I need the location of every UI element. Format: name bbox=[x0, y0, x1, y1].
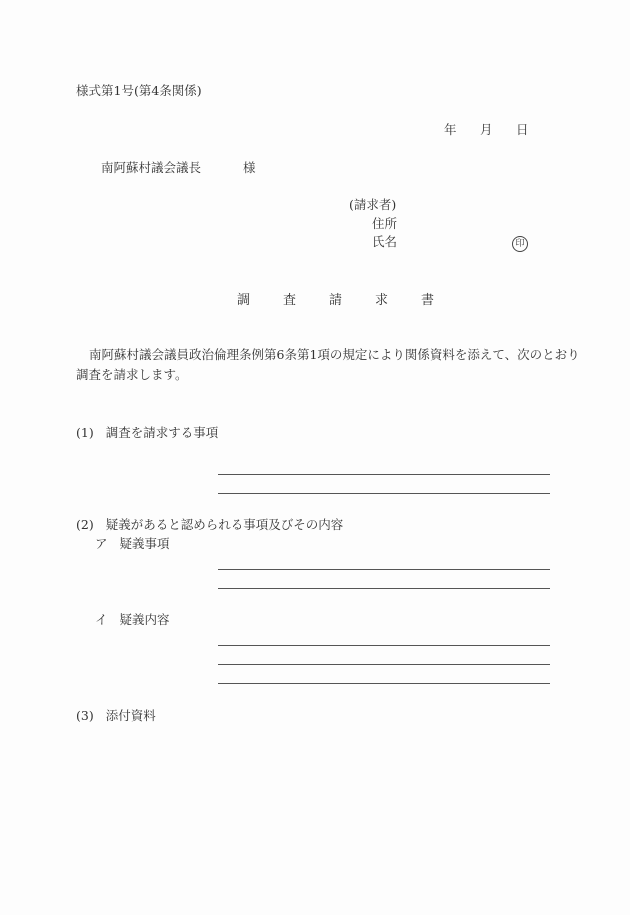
subsection-i-entry-line-1[interactable] bbox=[218, 645, 550, 646]
subsection-a-marker: ア bbox=[95, 536, 108, 551]
title-char: 調 bbox=[237, 293, 251, 308]
section-1-entry-line-2[interactable] bbox=[218, 493, 550, 494]
subsection-a-entry-line-1[interactable] bbox=[218, 569, 550, 570]
document-title bbox=[237, 292, 467, 309]
title-char: 請 bbox=[329, 293, 343, 308]
requester-address-label: 住所 bbox=[372, 216, 398, 231]
requester-heading: (請求者) bbox=[349, 197, 397, 212]
form-number: 様式第1号(第4条関係) bbox=[76, 83, 202, 98]
section-2-heading bbox=[76, 517, 343, 533]
subsection-i-label: 疑義内容 bbox=[119, 612, 170, 627]
date-month-label: 月 bbox=[480, 122, 493, 137]
subsection-a-heading bbox=[95, 536, 170, 552]
section-1-entry-line-1[interactable] bbox=[218, 474, 550, 475]
subsection-i-marker: イ bbox=[95, 612, 108, 627]
section-1-label: 調査を請求する事項 bbox=[105, 425, 219, 440]
body-line-2: 調査を請求します。 bbox=[76, 367, 188, 382]
section-1-heading bbox=[76, 425, 218, 441]
title-char: 書 bbox=[421, 293, 435, 308]
body-line-1: 南阿蘇村議会議員政治倫理条例第6条第1項の規定により関係資料を添えて、次のとおり bbox=[89, 347, 580, 362]
title-char: 求 bbox=[375, 293, 389, 308]
subsection-i-entry-line-3[interactable] bbox=[218, 683, 550, 684]
requester-name-label: 氏名 bbox=[372, 234, 398, 249]
section-3-label: 添付資料 bbox=[105, 708, 156, 723]
section-2-label: 疑義があると認められる事項及びその内容 bbox=[105, 517, 344, 532]
subsection-i-entry-line-2[interactable] bbox=[218, 664, 550, 665]
title-char: 査 bbox=[283, 293, 297, 308]
subsection-i-heading bbox=[95, 612, 170, 628]
addressee-honorific: 様 bbox=[243, 160, 256, 175]
date-field bbox=[444, 122, 529, 138]
date-year-label: 年 bbox=[444, 122, 457, 137]
seal-icon bbox=[512, 234, 528, 252]
addressee bbox=[101, 160, 256, 176]
section-1-number: (1) bbox=[76, 425, 94, 440]
section-3-heading bbox=[76, 708, 156, 724]
section-2-number: (2) bbox=[76, 517, 94, 532]
section-3-number: (3) bbox=[76, 708, 94, 723]
date-day-label: 日 bbox=[516, 122, 529, 137]
addressee-name: 南阿蘇村議会議長 bbox=[101, 160, 202, 175]
seal-mark: 印 bbox=[512, 236, 528, 252]
subsection-a-entry-line-2[interactable] bbox=[218, 588, 550, 589]
subsection-a-label: 疑義事項 bbox=[119, 536, 170, 551]
